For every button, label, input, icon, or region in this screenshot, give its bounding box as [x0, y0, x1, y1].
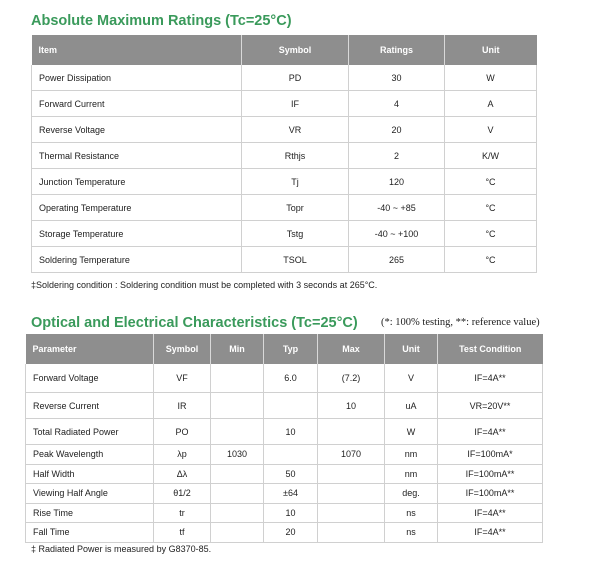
table-header-row [26, 334, 543, 364]
cell-rating: 4 [349, 91, 445, 117]
cell-unit: nm [385, 464, 438, 484]
cell-rating: 30 [349, 65, 445, 91]
cell-unit: W [445, 65, 537, 91]
cell-item: Operating Temperature [32, 195, 242, 221]
header-unit: Unit [445, 35, 537, 65]
cell-min [211, 523, 264, 543]
cell-max [318, 419, 385, 445]
cell-test-condition: IF=4A** [438, 419, 543, 445]
testing-legend: (*: 100% testing, **: reference value) [381, 317, 540, 328]
cell-rating: 265 [349, 247, 445, 273]
header-ratings: Ratings [349, 35, 445, 65]
table-row [26, 484, 543, 504]
table-row [32, 169, 537, 195]
cell-unit: W [385, 419, 438, 445]
cell-rating: 120 [349, 169, 445, 195]
cell-min [211, 484, 264, 504]
table-row [26, 445, 543, 465]
cell-typ: 6.0 [264, 364, 318, 393]
cell-unit: uA [385, 393, 438, 419]
cell-unit: °C [445, 195, 537, 221]
cell-unit: nm [385, 445, 438, 465]
cell-rating: -40 ~ +100 [349, 221, 445, 247]
cell-min [211, 419, 264, 445]
cell-test-condition: IF=4A** [438, 523, 543, 543]
cell-symbol: Topr [242, 195, 349, 221]
cell-item: Reverse Voltage [32, 117, 242, 143]
header-unit: Unit [385, 334, 438, 364]
cell-symbol: PO [154, 419, 211, 445]
header-max: Max [318, 334, 385, 364]
cell-unit: A [445, 91, 537, 117]
cell-symbol: tr [154, 503, 211, 523]
cell-max [318, 464, 385, 484]
cell-symbol: IR [154, 393, 211, 419]
cell-item: Power Dissipation [32, 65, 242, 91]
cell-parameter: Total Radiated Power [26, 419, 154, 445]
cell-max: (7.2) [318, 364, 385, 393]
cell-parameter: Fall Time [26, 523, 154, 543]
cell-typ: 20 [264, 523, 318, 543]
header-min: Min [211, 334, 264, 364]
header-item: Item [32, 35, 242, 65]
cell-typ: 10 [264, 419, 318, 445]
table-row [32, 91, 537, 117]
cell-test-condition: VR=20V** [438, 393, 543, 419]
cell-typ: ±64 [264, 484, 318, 504]
cell-unit: ns [385, 503, 438, 523]
table-row [26, 523, 543, 543]
cell-rating: 2 [349, 143, 445, 169]
cell-symbol: Rthjs [242, 143, 349, 169]
cell-max: 10 [318, 393, 385, 419]
header-symbol: Symbol [154, 334, 211, 364]
optical-electrical-table [25, 334, 543, 543]
cell-parameter: Reverse Current [26, 393, 154, 419]
cell-symbol: Tstg [242, 221, 349, 247]
cell-max [318, 503, 385, 523]
table-header-row [32, 35, 537, 65]
cell-min [211, 393, 264, 419]
cell-min [211, 364, 264, 393]
cell-item: Forward Current [32, 91, 242, 117]
soldering-note: ‡Soldering condition : Soldering condition must be completed with 3 seconds at 265°C. [31, 280, 378, 290]
cell-parameter: Viewing Half Angle [26, 484, 154, 504]
cell-test-condition: IF=100mA** [438, 464, 543, 484]
cell-unit: °C [445, 247, 537, 273]
table-row [26, 393, 543, 419]
cell-unit: °C [445, 169, 537, 195]
cell-symbol: VF [154, 364, 211, 393]
table-row [32, 221, 537, 247]
header-test-condition: Test Condition [438, 334, 543, 364]
cell-symbol: PD [242, 65, 349, 91]
cell-unit: ns [385, 523, 438, 543]
table-row [26, 503, 543, 523]
table-row [26, 419, 543, 445]
header-symbol: Symbol [242, 35, 349, 65]
table-row [32, 65, 537, 91]
cell-symbol: Δλ [154, 464, 211, 484]
cell-test-condition: IF=100mA* [438, 445, 543, 465]
amr-title: Absolute Maximum Ratings (Tc=25°C) [31, 13, 292, 29]
cell-typ [264, 445, 318, 465]
cell-symbol: θ1/2 [154, 484, 211, 504]
header-parameter: Parameter [26, 334, 154, 364]
cell-item: Soldering Temperature [32, 247, 242, 273]
cell-symbol: VR [242, 117, 349, 143]
oec-title: Optical and Electrical Characteristics (Tc=25°C) [31, 315, 358, 331]
cell-unit: K/W [445, 143, 537, 169]
cell-unit: deg. [385, 484, 438, 504]
cell-unit: °C [445, 221, 537, 247]
cell-rating: 20 [349, 117, 445, 143]
cell-min [211, 503, 264, 523]
cell-rating: -40 ~ +85 [349, 195, 445, 221]
absolute-max-ratings-table [31, 35, 537, 273]
cell-symbol: IF [242, 91, 349, 117]
cell-max: 1070 [318, 445, 385, 465]
cell-symbol: tf [154, 523, 211, 543]
radiated-power-note: ‡ Radiated Power is measured by G8370-85. [31, 544, 212, 554]
cell-typ [264, 393, 318, 419]
cell-min [211, 464, 264, 484]
cell-symbol: λp [154, 445, 211, 465]
cell-item: Thermal Resistance [32, 143, 242, 169]
table-row [26, 364, 543, 393]
cell-parameter: Rise Time [26, 503, 154, 523]
cell-parameter: Half Width [26, 464, 154, 484]
cell-typ: 50 [264, 464, 318, 484]
table-row [26, 464, 543, 484]
cell-symbol: Tj [242, 169, 349, 195]
cell-item: Junction Temperature [32, 169, 242, 195]
cell-max [318, 523, 385, 543]
cell-parameter: Peak Wavelength [26, 445, 154, 465]
table-row [32, 117, 537, 143]
table-row [32, 195, 537, 221]
cell-item: Storage Temperature [32, 221, 242, 247]
cell-test-condition: IF=4A** [438, 364, 543, 393]
cell-max [318, 484, 385, 504]
cell-typ: 10 [264, 503, 318, 523]
cell-symbol: TSOL [242, 247, 349, 273]
cell-min: 1030 [211, 445, 264, 465]
cell-unit: V [385, 364, 438, 393]
table-row [32, 247, 537, 273]
cell-test-condition: IF=100mA** [438, 484, 543, 504]
table-row [32, 143, 537, 169]
header-typ: Typ [264, 334, 318, 364]
cell-test-condition: IF=4A** [438, 503, 543, 523]
cell-unit: V [445, 117, 537, 143]
cell-parameter: Forward Voltage [26, 364, 154, 393]
